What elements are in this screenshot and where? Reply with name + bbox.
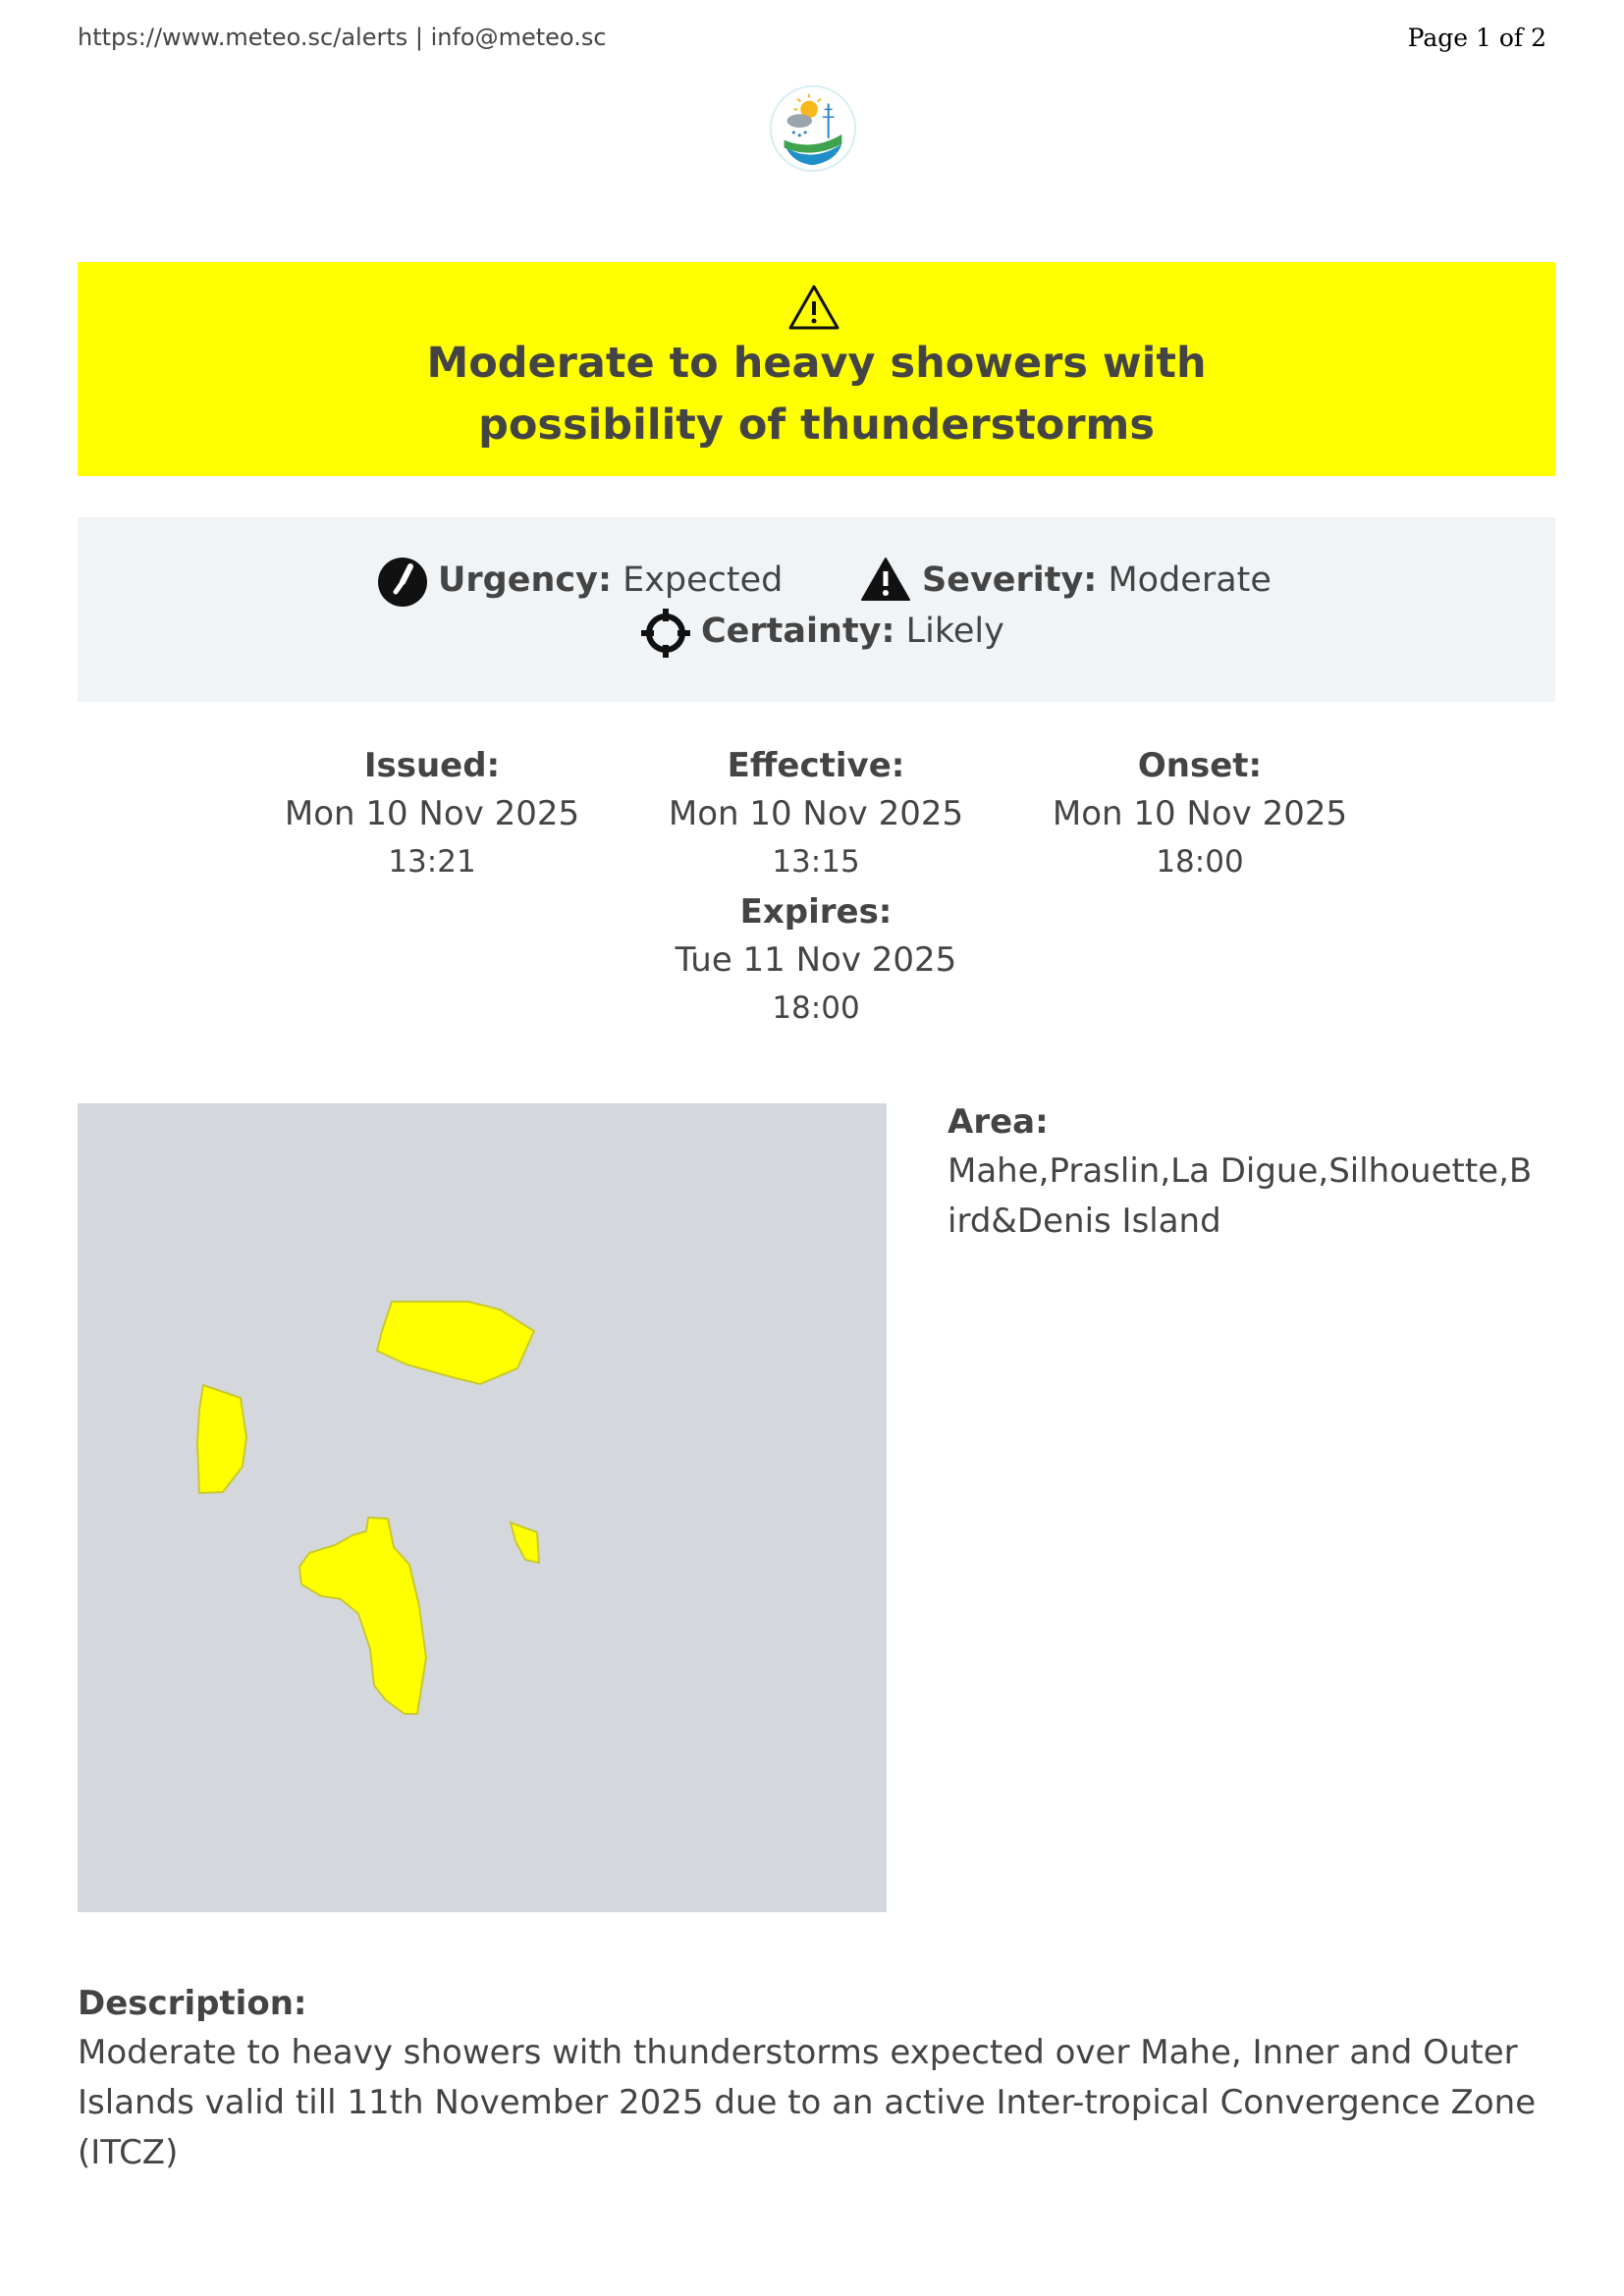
onset-block <box>1003 742 1396 885</box>
page-number: Page 1 of 2 <box>1407 24 1546 52</box>
expires-block <box>620 888 1012 1032</box>
effective-block <box>620 742 1012 885</box>
severity-label: Severity: <box>922 561 1098 600</box>
header-url-contact[interactable]: https://www.meteo.sc/alerts | info@meteo.sc <box>78 24 607 51</box>
onset-label: Onset: <box>1137 746 1263 785</box>
effective-label: Effective: <box>727 746 905 785</box>
certainty-label: Certainty: <box>701 612 895 651</box>
silhouette-polygon <box>197 1385 246 1493</box>
onset-time: 18:00 <box>1156 844 1244 880</box>
crosshair-icon <box>640 608 691 659</box>
expires-label: Expires: <box>739 892 893 932</box>
issued-label: Issued: <box>363 746 501 785</box>
issued-date: Mon 10 Nov 2025 <box>284 794 580 833</box>
onset-date: Mon 10 Nov 2025 <box>1052 794 1348 833</box>
praslin-polygon <box>377 1302 534 1384</box>
effective-time: 13:15 <box>772 844 860 880</box>
description-section <box>78 1979 1560 2178</box>
severity-value: Moderate <box>1108 561 1272 600</box>
urgency-label: Urgency: <box>438 561 612 600</box>
severity-attribute <box>922 561 1272 600</box>
la-digue-polygon <box>511 1522 539 1563</box>
urgency-value: Expected <box>623 561 784 600</box>
description-value: Moderate to heavy showers with thunderstorms expected over Mahe, Inner and Outer Islands valid till 11th November 2025 due to an active Inter-tropical Convergence Zone (ITCZ) <box>78 2033 1537 2172</box>
description-label: Description: <box>78 1984 307 2023</box>
map-shapes <box>78 1103 887 1912</box>
mahe-polygon <box>299 1518 426 1714</box>
issued-block <box>236 742 628 885</box>
alert-triangle-icon <box>861 557 910 602</box>
area-value: Mahe,Praslin,La Digue,Silhouette,Bird&Denis Island <box>947 1151 1533 1241</box>
area-label: Area: <box>947 1102 1049 1142</box>
expires-time: 18:00 <box>772 990 860 1026</box>
alert-title: Moderate to heavy showers with possibility of thunderstorms <box>426 339 1207 450</box>
certainty-value: Likely <box>905 612 1004 651</box>
alert-attributes <box>78 517 1555 702</box>
warning-triangle-icon <box>788 284 839 331</box>
alert-banner <box>78 262 1555 476</box>
meteo-authority-logo <box>765 80 861 177</box>
expires-date: Tue 11 Nov 2025 <box>675 940 957 980</box>
issued-time: 13:21 <box>388 844 476 880</box>
area-section <box>947 1097 1537 1247</box>
urgency-attribute <box>438 561 783 600</box>
certainty-attribute <box>701 612 1004 651</box>
alert-area-map[interactable] <box>78 1103 887 1912</box>
effective-date: Mon 10 Nov 2025 <box>668 794 964 833</box>
clock-icon <box>377 557 428 608</box>
